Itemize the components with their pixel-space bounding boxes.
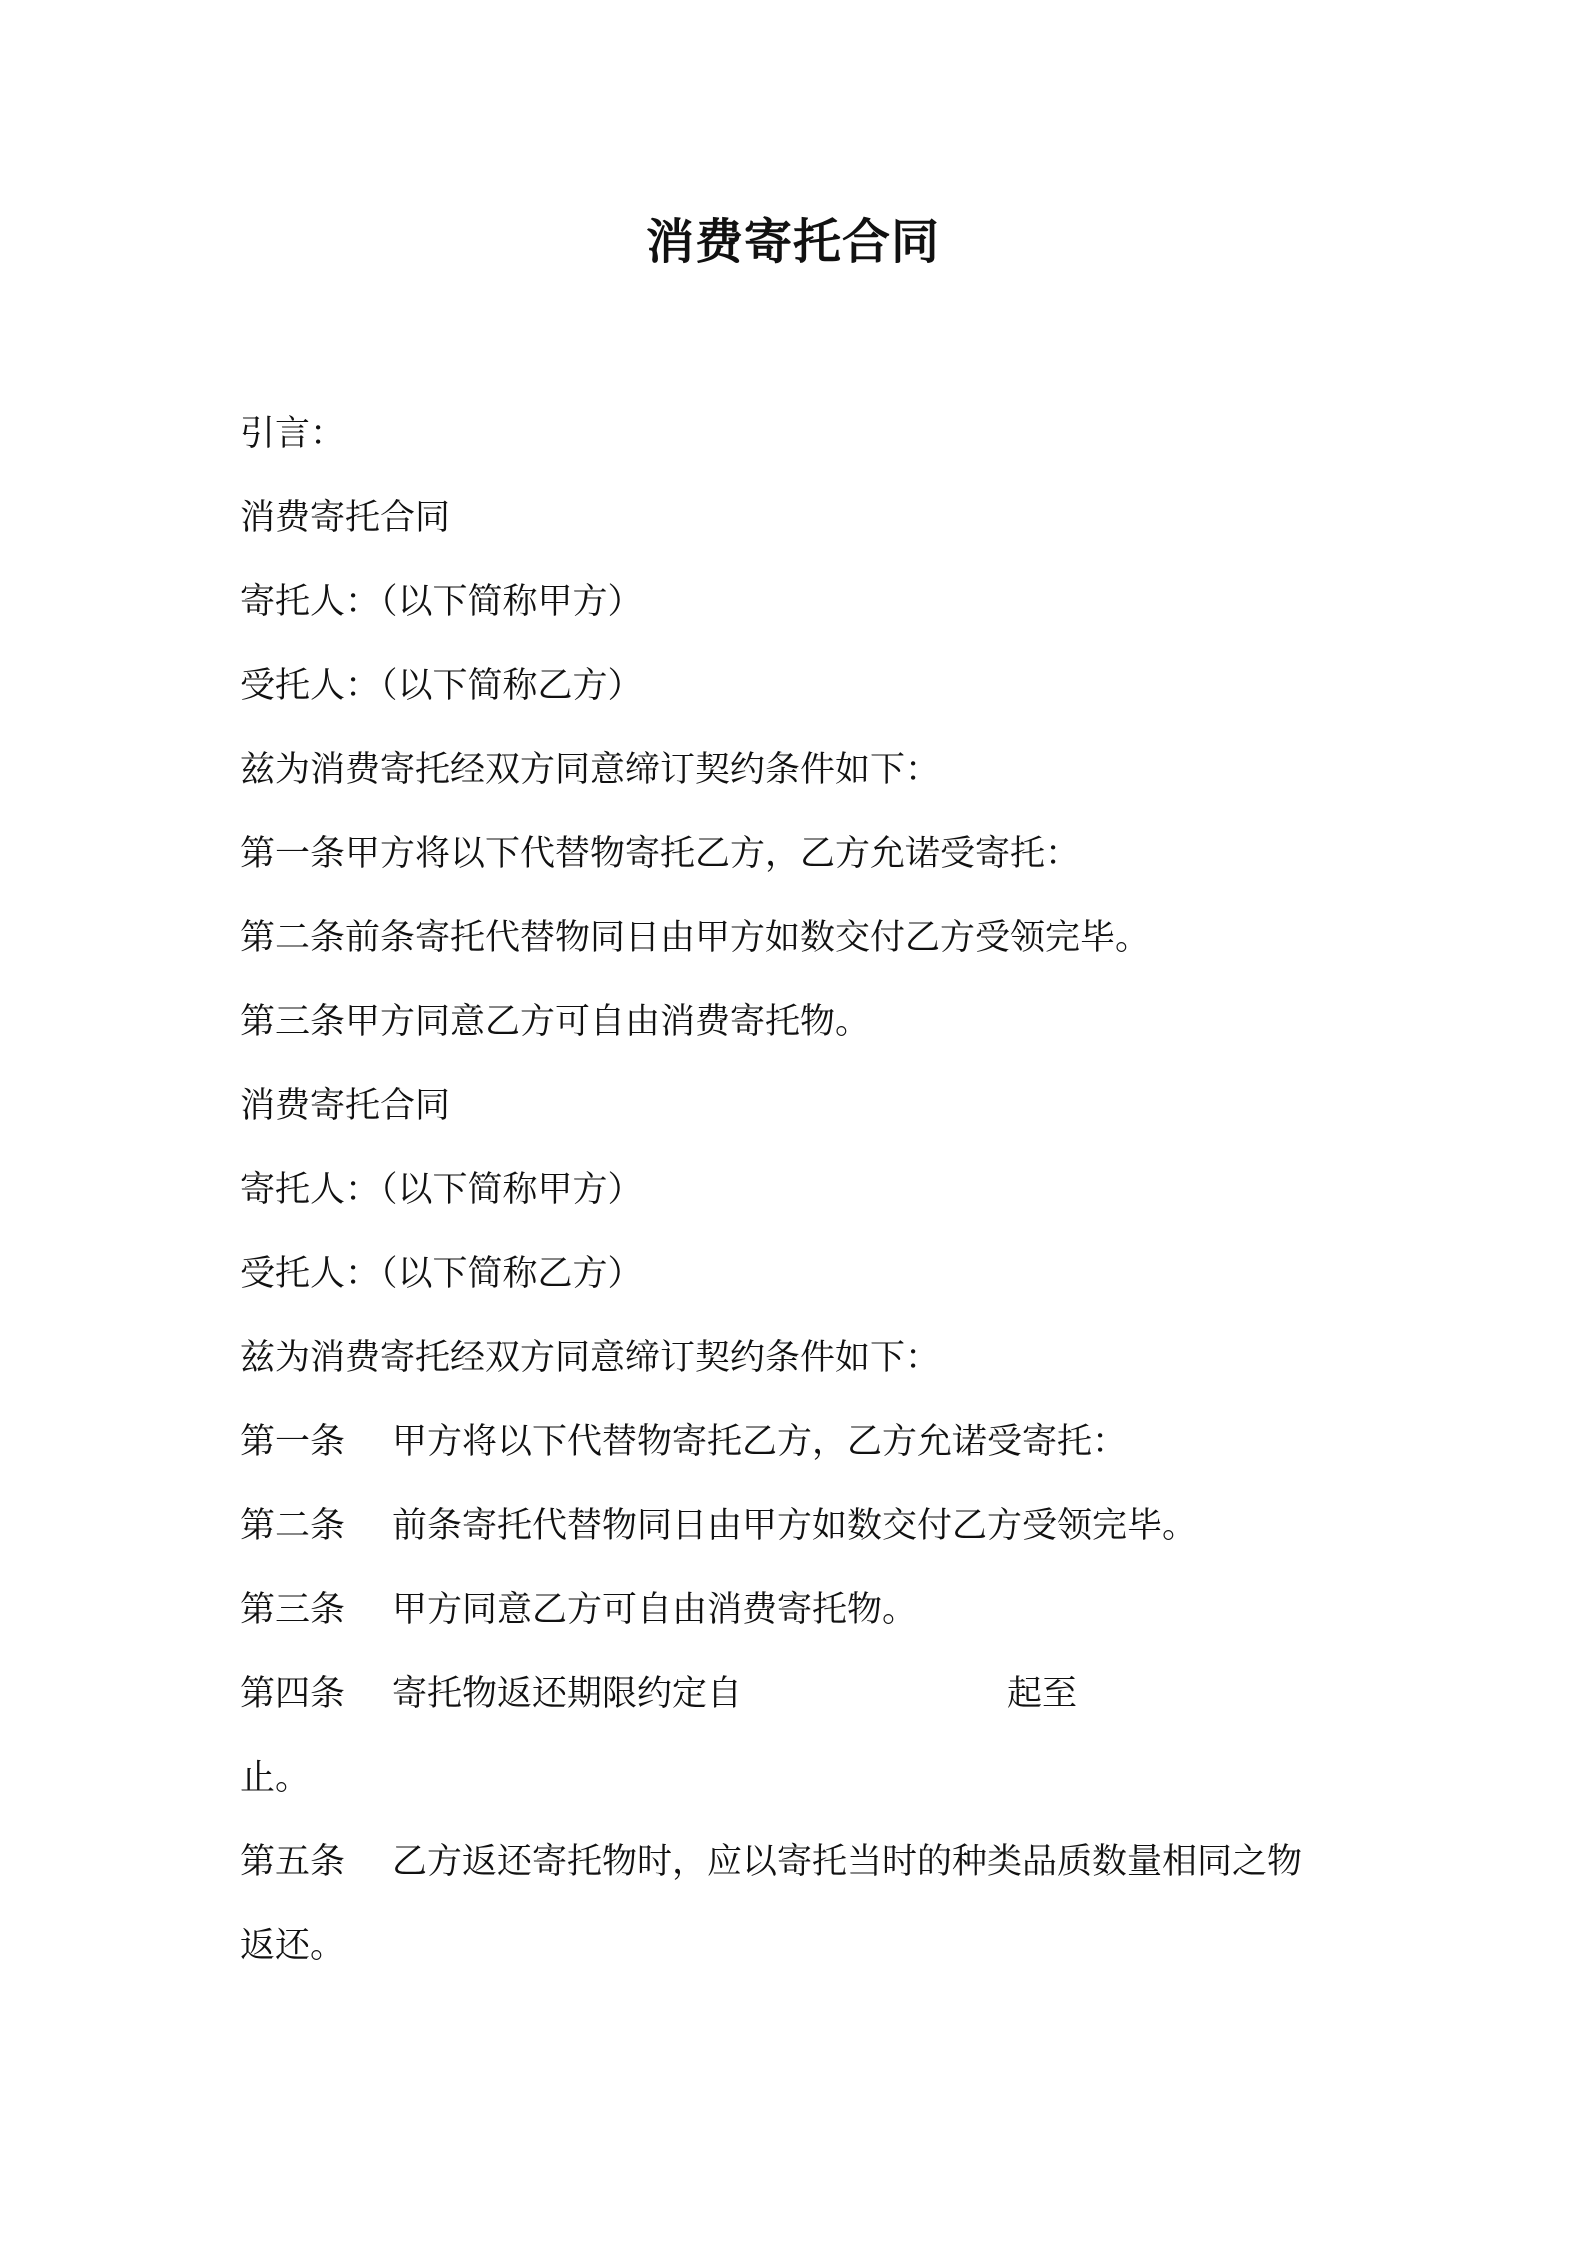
article-label: 第五条	[240, 1842, 346, 1882]
article-4	[240, 1672, 1140, 1716]
article-3	[240, 1588, 917, 1632]
article-text: 乙方返还寄托物时，应以寄托当时的种类品质数量相同之物	[392, 1842, 1303, 1882]
article-5	[240, 1840, 1302, 1884]
article-1	[240, 1420, 1127, 1464]
contract-heading: 消费寄托合同	[240, 498, 451, 538]
article-5-continuation: 返还。	[240, 1926, 346, 1966]
depositary-line: 受托人：（以下简称乙方）	[240, 1254, 643, 1294]
depositor-line: 寄托人：（以下简称甲方）	[240, 1170, 643, 1210]
article-2	[240, 1504, 1197, 1548]
article-2: 第二条前条寄托代替物同日由甲方如数交付乙方受领完毕。	[240, 918, 1151, 958]
depositary-line: 受托人：（以下简称乙方）	[240, 666, 643, 706]
article-label: 第三条	[240, 1590, 346, 1630]
article-1: 第一条甲方将以下代替物寄托乙方，乙方允诺受寄托：	[240, 834, 1081, 874]
article-label: 第一条	[240, 1422, 346, 1462]
depositor-line: 寄托人：（以下简称甲方）	[240, 582, 643, 622]
intro-label: 引言：	[240, 414, 346, 454]
document-title: 消费寄托合同	[645, 214, 940, 270]
article-4-continuation: 止。	[240, 1758, 311, 1798]
article-text-end: 起至	[1007, 1674, 1078, 1714]
article-label: 第四条	[240, 1674, 346, 1714]
article-text: 寄托物返还期限约定自	[392, 1674, 743, 1714]
article-text: 甲方将以下代替物寄托乙方，乙方允诺受寄托：	[392, 1422, 1128, 1462]
preamble-line: 兹为消费寄托经双方同意缔订契约条件如下：	[240, 1338, 941, 1378]
article-text: 前条寄托代替物同日由甲方如数交付乙方受领完毕。	[392, 1506, 1198, 1546]
article-label: 第二条	[240, 1506, 346, 1546]
contract-heading: 消费寄托合同	[240, 1086, 451, 1126]
article-text: 甲方同意乙方可自由消费寄托物。	[392, 1590, 918, 1630]
article-3: 第三条甲方同意乙方可自由消费寄托物。	[240, 1002, 871, 1042]
preamble-line: 兹为消费寄托经双方同意缔订契约条件如下：	[240, 750, 941, 790]
